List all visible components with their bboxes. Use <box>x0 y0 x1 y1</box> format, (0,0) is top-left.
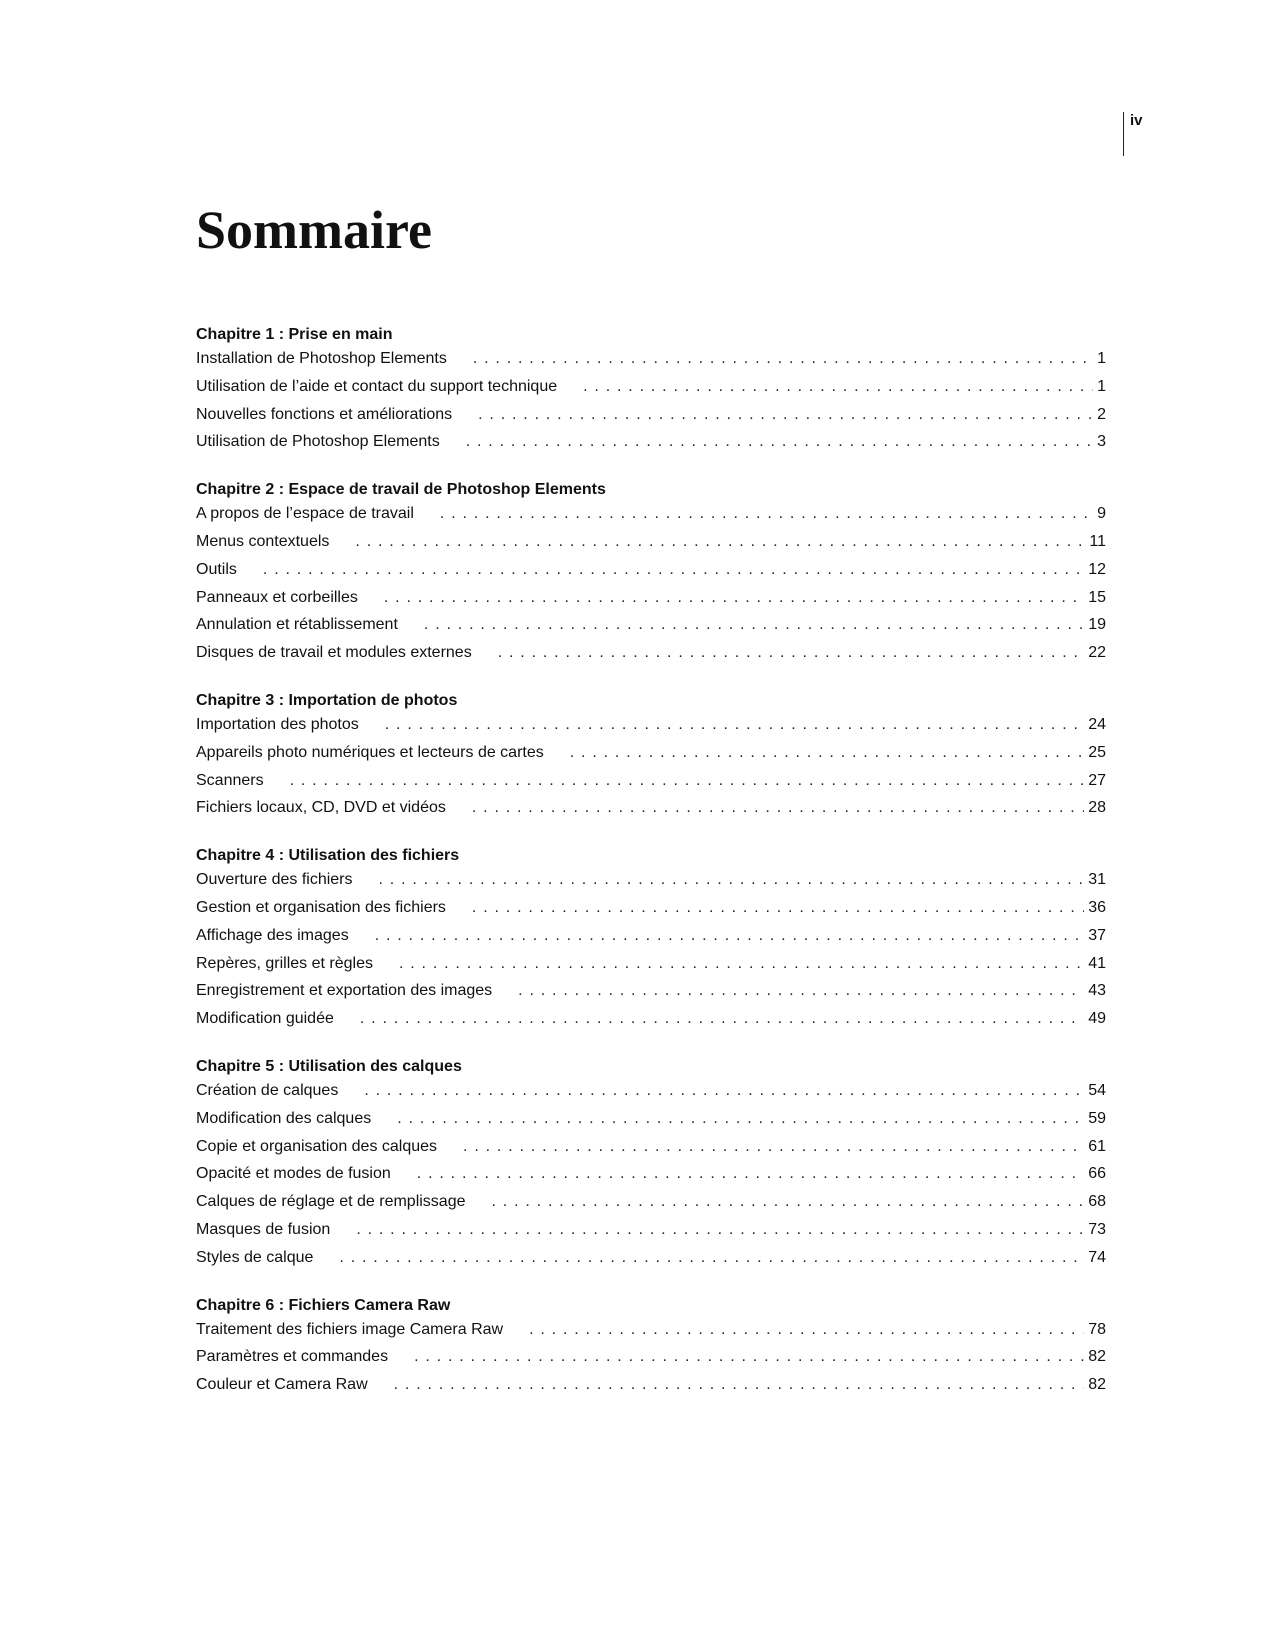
dot-leader <box>498 643 1085 663</box>
toc-entry[interactable] <box>196 771 1106 799</box>
dot-leader <box>360 1009 1084 1029</box>
toc-entry[interactable] <box>196 898 1106 926</box>
toc-entry[interactable] <box>196 1192 1106 1220</box>
toc-entry-page: 61 <box>1088 1137 1106 1155</box>
dot-leader <box>414 1347 1084 1367</box>
dot-leader <box>399 954 1084 974</box>
toc-entry[interactable] <box>196 560 1106 588</box>
toc-entry[interactable] <box>196 798 1106 826</box>
toc-entry-page: 68 <box>1088 1193 1106 1211</box>
dot-leader <box>583 377 1093 397</box>
toc-entry-page: 82 <box>1088 1348 1106 1366</box>
toc-entry-label: Utilisation de Photoshop Elements <box>196 433 440 451</box>
toc-entry[interactable] <box>196 981 1106 1009</box>
dot-leader <box>263 560 1084 580</box>
dot-leader <box>472 798 1084 818</box>
toc-entry[interactable] <box>196 870 1106 898</box>
toc-entry-label: Styles de calque <box>196 1248 314 1266</box>
toc-entry[interactable] <box>196 643 1106 671</box>
toc-chapter <box>196 846 1106 1037</box>
dot-leader <box>472 898 1084 918</box>
toc-entry-label: Outils <box>196 560 237 578</box>
toc-entry-page: 37 <box>1088 926 1106 944</box>
dot-leader <box>355 532 1085 552</box>
dot-leader <box>424 615 1084 635</box>
toc-entry-label: Nouvelles fonctions et améliorations <box>196 405 453 423</box>
toc-entry-page: 36 <box>1088 898 1106 916</box>
toc-entry-label: Traitement des fichiers image Camera Raw <box>196 1320 504 1338</box>
toc-entry-page: 82 <box>1088 1376 1106 1394</box>
toc-entry[interactable] <box>196 1347 1106 1375</box>
toc-entry-label: Fichiers locaux, CD, DVD et vidéos <box>196 799 446 817</box>
dot-leader <box>364 1081 1084 1101</box>
dot-leader <box>384 588 1084 608</box>
toc-entry-label: Disques de travail et modules externes <box>196 644 472 662</box>
dot-leader <box>463 1137 1084 1157</box>
toc-entry[interactable] <box>196 615 1106 643</box>
toc-entry-page: 2 <box>1097 405 1106 423</box>
toc-entry[interactable] <box>196 349 1106 377</box>
dot-leader <box>375 926 1085 946</box>
toc-entry[interactable] <box>196 743 1106 771</box>
toc-entry-page: 59 <box>1088 1109 1106 1127</box>
toc-entry[interactable] <box>196 377 1106 405</box>
toc-entry-page: 1 <box>1097 377 1106 395</box>
toc-entry[interactable] <box>196 432 1106 460</box>
toc-entry[interactable] <box>196 715 1106 743</box>
toc-entry-label: Utilisation de l’aide et contact du support technique <box>196 377 558 395</box>
toc-entry-page: 3 <box>1097 433 1106 451</box>
chapter-heading[interactable]: Chapitre 5 : Utilisation des calques <box>196 1057 462 1075</box>
chapter-heading[interactable]: Chapitre 3 : Importation de photos <box>196 691 458 709</box>
toc-entry-label: Calques de réglage et de remplissage <box>196 1193 466 1211</box>
dot-leader <box>440 504 1093 524</box>
toc-entry-label: Panneaux et corbeilles <box>196 588 358 606</box>
dot-leader <box>529 1320 1084 1340</box>
toc-entry-page: 12 <box>1088 560 1106 578</box>
toc-entry-page: 78 <box>1088 1320 1106 1338</box>
toc-entry-page: 11 <box>1089 532 1106 550</box>
chapter-heading[interactable]: Chapitre 2 : Espace de travail de Photoshop Elements <box>196 481 606 499</box>
toc-entry-label: Modification guidée <box>196 1010 334 1028</box>
toc-chapter <box>196 1296 1106 1403</box>
toc-entry-page: 24 <box>1088 715 1106 733</box>
toc-entry[interactable] <box>196 1248 1106 1276</box>
toc-entry[interactable] <box>196 1137 1106 1165</box>
toc-entry-label: Masques de fusion <box>196 1220 331 1238</box>
dot-leader <box>478 405 1093 425</box>
toc-entry[interactable] <box>196 954 1106 982</box>
toc-entry-page: 74 <box>1088 1248 1106 1266</box>
toc-chapter <box>196 480 1106 671</box>
toc-entry[interactable] <box>196 1009 1106 1037</box>
toc-entry-label: Importation des photos <box>196 715 359 733</box>
toc-entry-page: 1 <box>1097 350 1106 367</box>
dot-leader <box>397 1109 1084 1129</box>
dot-leader <box>473 349 1093 369</box>
toc-entry-page: 19 <box>1088 616 1106 634</box>
toc-entry-page: 25 <box>1088 743 1106 761</box>
toc-entry-label: Enregistrement et exportation des images <box>196 982 493 1000</box>
toc-entry-label: Gestion et organisation des fichiers <box>196 898 446 916</box>
toc-entry-label: Annulation et rétablissement <box>196 616 398 634</box>
toc-entry[interactable] <box>196 532 1106 560</box>
toc-entry-label: Ouverture des fichiers <box>196 871 353 889</box>
toc-entry-page: 41 <box>1088 954 1106 972</box>
toc-entry[interactable] <box>196 1320 1106 1348</box>
toc-entry-page: 54 <box>1088 1081 1106 1099</box>
toc-entry[interactable] <box>196 926 1106 954</box>
toc-entry-label: Couleur et Camera Raw <box>196 1376 368 1394</box>
toc-entry-page: 15 <box>1088 588 1106 606</box>
toc-chapter <box>196 691 1106 826</box>
toc-entry-page: 73 <box>1088 1220 1106 1238</box>
dot-leader <box>356 1220 1084 1240</box>
toc-entry[interactable] <box>196 1081 1106 1109</box>
toc-entry[interactable] <box>196 405 1106 433</box>
toc-entry-label: Modification des calques <box>196 1109 372 1127</box>
toc-entry[interactable] <box>196 1375 1106 1403</box>
toc-chapter <box>196 325 1106 460</box>
toc-entry-page: 22 <box>1088 644 1106 662</box>
dot-leader <box>570 743 1084 763</box>
dot-leader <box>466 432 1093 452</box>
toc-entry-label: Opacité et modes de fusion <box>196 1165 391 1183</box>
toc-entry-label: Appareils photo numériques et lecteurs de cartes <box>196 743 544 761</box>
dot-leader <box>339 1248 1084 1268</box>
toc-entry-label: Menus contextuels <box>196 532 330 550</box>
table-of-contents <box>196 325 1106 1423</box>
dot-leader <box>518 981 1084 1001</box>
toc-entry-label: Création de calques <box>196 1081 339 1099</box>
dot-leader <box>394 1375 1085 1395</box>
toc-entry-page: 27 <box>1088 771 1106 789</box>
toc-entry-label: Scanners <box>196 771 264 789</box>
toc-entry[interactable] <box>196 1164 1106 1192</box>
page-number: iv <box>1123 112 1143 156</box>
toc-entry-label: Paramètres et commandes <box>196 1348 389 1366</box>
toc-entry-label: Affichage des images <box>196 926 349 944</box>
toc-entry-page: 28 <box>1088 799 1106 817</box>
dot-leader <box>379 870 1085 890</box>
chapter-heading[interactable]: Chapitre 6 : Fichiers Camera Raw <box>196 1296 451 1314</box>
toc-entry-page: 66 <box>1088 1165 1106 1183</box>
toc-entry-label: A propos de l’espace de travail <box>196 505 414 523</box>
dot-leader <box>385 715 1084 735</box>
toc-entry-label: Installation de Photoshop Elements <box>196 350 447 367</box>
toc-entry[interactable] <box>196 588 1106 616</box>
dot-leader <box>417 1164 1084 1184</box>
toc-entry-page: 9 <box>1097 505 1106 523</box>
toc-entry-page: 49 <box>1088 1010 1106 1028</box>
chapter-heading[interactable]: Chapitre 4 : Utilisation des fichiers <box>196 847 460 865</box>
page-title: Sommaire <box>196 200 432 260</box>
dot-leader <box>290 771 1085 791</box>
toc-entry[interactable] <box>196 504 1106 532</box>
chapter-heading[interactable]: Chapitre 1 : Prise en main <box>196 326 393 343</box>
toc-entry-label: Copie et organisation des calques <box>196 1137 438 1155</box>
toc-entry[interactable] <box>196 1109 1106 1137</box>
toc-entry-label: Repères, grilles et règles <box>196 954 373 972</box>
toc-chapter <box>196 1057 1106 1276</box>
toc-entry-page: 31 <box>1088 871 1106 889</box>
toc-entry-page: 43 <box>1088 982 1106 1000</box>
dot-leader <box>492 1192 1085 1212</box>
toc-entry[interactable] <box>196 1220 1106 1248</box>
